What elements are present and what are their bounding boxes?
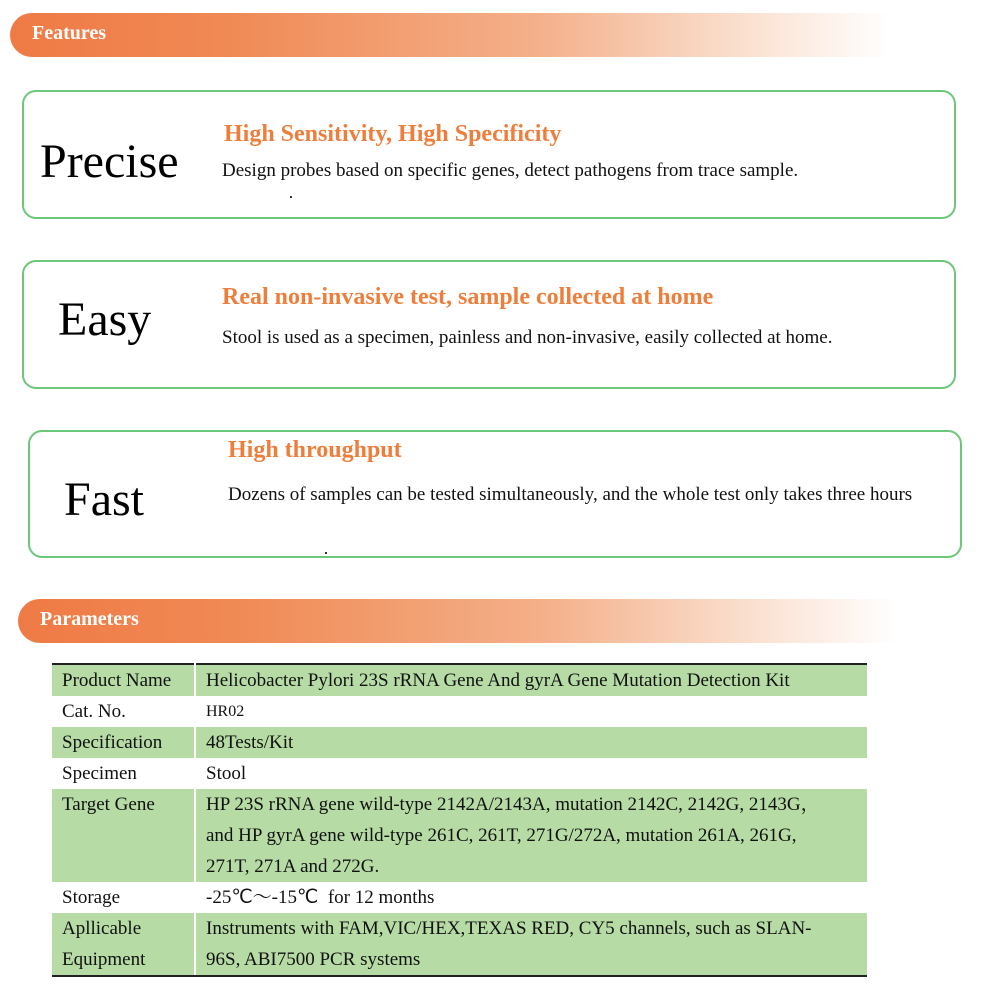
parameters-banner <box>18 599 898 643</box>
feature-title: High Sensitivity, High Specificity <box>224 121 562 147</box>
features-banner <box>10 13 890 57</box>
parameters-table <box>52 663 867 977</box>
features-heading: Features <box>32 22 107 44</box>
param-label: Product Name <box>52 664 195 696</box>
param-value: 48Tests/Kit <box>195 727 867 758</box>
table-row <box>52 789 867 882</box>
table-row <box>52 664 867 696</box>
table-row <box>52 758 867 789</box>
param-label: Cat. No. <box>52 696 195 727</box>
feature-text: Stool is used as a specimen, painless and non-invasive, easily collected at home. <box>222 327 833 348</box>
feature-title: Real non-invasive test, sample collected at home <box>222 284 714 310</box>
parameters-heading: Parameters <box>40 608 139 630</box>
param-value: Stool <box>206 763 247 784</box>
param-label: Specimen <box>52 758 195 789</box>
table-row <box>52 882 867 913</box>
param-value: Helicobacter Pylori 23S rRNA Gene And gyrA Gene Mutation Detection Kit <box>195 664 867 696</box>
decorative-dot <box>325 552 327 554</box>
table-row <box>52 727 867 758</box>
decorative-dot <box>290 196 292 198</box>
feature-card-precise <box>22 90 956 219</box>
param-value: HR02 <box>206 703 245 720</box>
param-value: Instruments with FAM,VIC/HEX,TEXAS RED, CY5 channels, such as SLAN-96S, ABI7500 PCR systems <box>195 913 867 976</box>
table-row <box>52 913 867 976</box>
param-value: HP 23S rRNA gene wild-type 2142A/2143A, mutation 2142C, 2142G, 2143G，and HP gyrA gene wild-type 261C, 261T, 271G/272A, mutation 261A, 261G, 271T, 271A and 272G. <box>195 789 867 882</box>
feature-word: Precise <box>40 135 179 188</box>
param-label: Specification <box>52 727 195 758</box>
param-label: Apllicable Equipment <box>52 913 195 976</box>
table-row <box>52 696 867 727</box>
param-value: -25℃～-15℃ for 12 months <box>206 887 435 908</box>
feature-card-easy <box>22 260 956 389</box>
param-label: Storage <box>52 882 195 913</box>
feature-text: Dozens of samples can be tested simultaneously, and the whole test only takes three hours <box>228 484 913 505</box>
param-label: Target Gene <box>52 789 195 882</box>
feature-word: Fast <box>64 473 145 526</box>
feature-word: Easy <box>58 293 152 346</box>
feature-title: High throughput <box>228 437 402 463</box>
feature-card-fast <box>28 430 962 558</box>
feature-text: Design probes based on specific genes, detect pathogens from trace sample. <box>222 160 799 181</box>
